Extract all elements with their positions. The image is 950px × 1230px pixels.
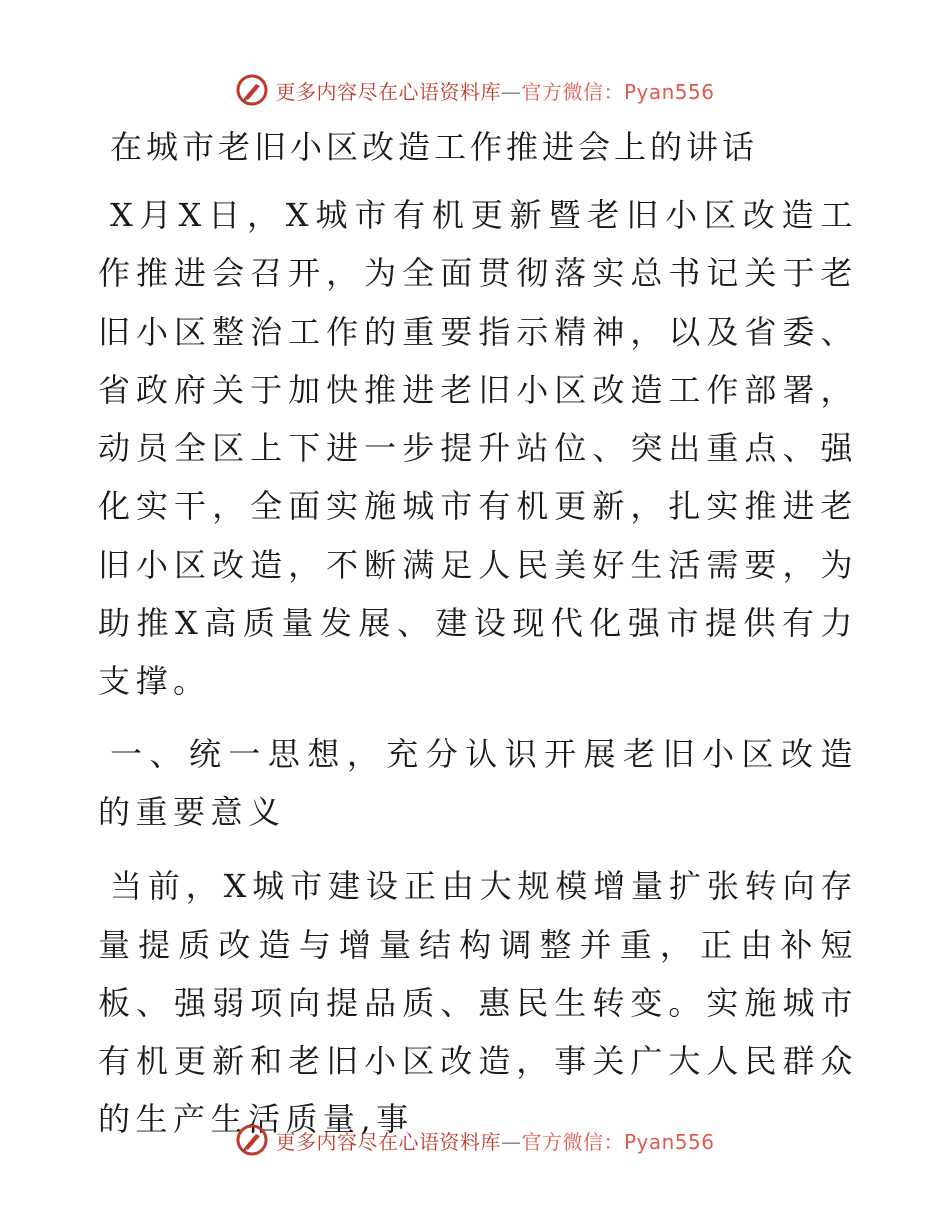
footer-watermark <box>0 1120 950 1160</box>
watermark-text: 更多内容尽在心语资料库—官方微信：Pyan556 <box>275 79 715 104</box>
document-body <box>98 118 858 1149</box>
pen-logo-icon <box>235 1123 269 1157</box>
section-1-paragraph: 当前，X城市建设正由大规模增量扩张转向存量提质改造与增量结构调整并重，正由补短板、强弱项向提品质、惠民生转变。实施城市有机更新和老旧小区改造，事关广大人民群众的生产生活质量,事 <box>98 867 858 1139</box>
document-title: 在城市老旧小区改造工作推进会上的讲话 <box>110 128 759 166</box>
header-watermark <box>0 70 950 110</box>
watermark-text: 更多内容尽在心语资料库—官方微信：Pyan556 <box>275 1129 715 1154</box>
intro-paragraph: X月X日，X城市有机更新暨老旧小区改造工作推进会召开，为全面贯彻落实总书记关于老旧小区整治工作的重要指示精神，以及省委、省政府关于加快推进老旧小区改造工作部署，动员全区上下进一步提升站位、突出重点、强化实干，全面实施城市有机更新，扎实推进老旧小区改造，不断满足人民美好生活需要，为助推X高质量发展、建设现代化强市提供有力支撑。 <box>98 196 858 701</box>
pen-logo-icon <box>235 73 269 107</box>
section-heading-1: 一、统一思想，充分认识开展老旧小区改造的重要意义 <box>98 734 858 831</box>
